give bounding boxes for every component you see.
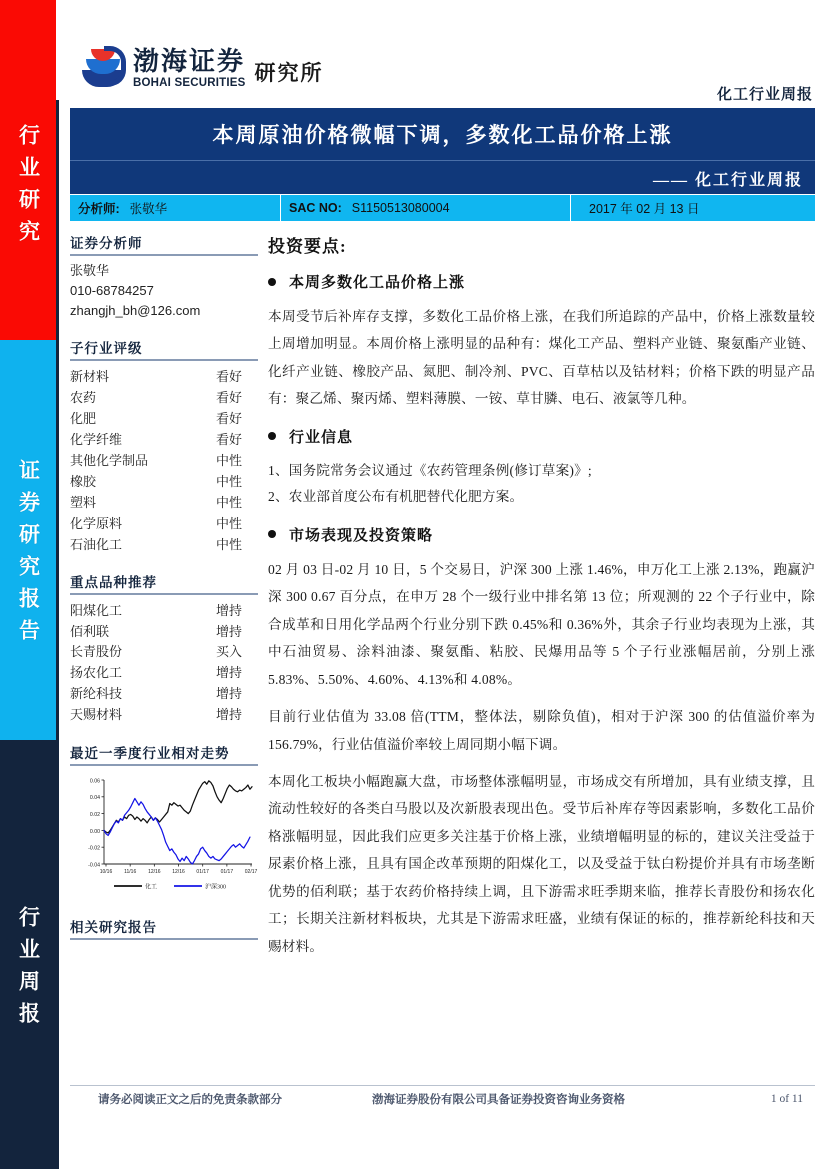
rating-value: 看好 xyxy=(215,431,242,447)
rating-name: 化肥 xyxy=(70,410,97,426)
company-logo xyxy=(80,44,323,90)
svg-text:-0.04: -0.04 xyxy=(88,862,100,869)
rating-value: 看好 xyxy=(215,368,242,384)
bullet-dot-icon xyxy=(268,530,276,538)
svg-text:沪深300: 沪深300 xyxy=(205,884,227,891)
sidebar-related-section xyxy=(70,916,258,940)
svg-text:11/16: 11/16 xyxy=(124,868,137,875)
pick-rating: 增持 xyxy=(215,602,242,618)
sidebar-chart-heading: 最近一季度行业相对走势 xyxy=(70,745,230,761)
logo-wordmark xyxy=(133,48,245,90)
industry-news-item-2: 2、农业部首度公布有机肥替代化肥方案。 xyxy=(268,489,524,505)
rating-name: 其他化学制品 xyxy=(70,452,149,468)
logo-name-cn: 渤海证券 xyxy=(133,47,246,77)
sidebar-chart-section xyxy=(70,742,258,900)
pick-rating: 增持 xyxy=(215,686,242,702)
pick-name: 长青股份 xyxy=(70,644,123,660)
rating-name: 化学原料 xyxy=(70,515,123,531)
analyst-cell xyxy=(70,195,280,221)
sidebar-analyst-section xyxy=(70,232,258,321)
divider xyxy=(70,359,258,361)
page-subtitle: —— 化工行业周报 xyxy=(652,171,803,189)
rating-value: 中性 xyxy=(215,494,242,510)
pick-rating: 增持 xyxy=(215,665,242,681)
analyst-info-bar xyxy=(70,194,815,221)
table-row xyxy=(70,663,258,684)
main-body xyxy=(268,232,815,970)
key-picks-table xyxy=(70,600,258,726)
rating-name: 橡胶 xyxy=(70,473,97,489)
bullet-heading-price-rise xyxy=(268,271,815,292)
rail-divider-gap xyxy=(56,0,59,100)
relative-performance-chart xyxy=(70,772,258,900)
sidebar-analyst-phone: 010-68784257 xyxy=(70,283,154,299)
logo-name-en: BOHAI SECURITIES xyxy=(133,77,246,90)
paragraph-valuation: 目前行业估值为 33.08 倍(TTM，整体法，剔除负值)，相对于沪深 300 的估值溢价率为 156.79%，行业估值溢价率较上周同期小幅下调。 xyxy=(268,709,815,752)
table-row xyxy=(70,450,258,471)
table-row xyxy=(70,471,258,492)
page-title: 本周原油价格微幅下调，多数化工品价格上涨 xyxy=(70,108,815,161)
sac-label: SAC NO: xyxy=(289,201,342,215)
divider xyxy=(70,593,258,595)
sidebar-analyst-name: 张敬华 xyxy=(70,263,110,278)
table-row xyxy=(70,621,258,642)
sidebar-ratings-section xyxy=(70,337,258,555)
sidebar-analyst-email[interactable]: zhangjh_bh@126.com xyxy=(70,303,201,319)
sidebar-ratings-heading: 子行业评级 xyxy=(70,341,143,357)
sub-industry-rating-table xyxy=(70,366,258,555)
bullet-heading-market-strategy xyxy=(268,524,815,545)
bullet-label: 市场表现及投资策略 xyxy=(289,527,434,544)
rating-value: 中性 xyxy=(215,515,242,531)
report-date: 2017 年 02 月 13 日 xyxy=(589,202,700,216)
rail-label-securities-research-report: 证券研究报告 xyxy=(16,459,41,651)
svg-text:化工: 化工 xyxy=(145,884,158,891)
rating-value: 看好 xyxy=(215,389,242,405)
pick-rating: 增持 xyxy=(215,707,242,723)
svg-text:-0.02: -0.02 xyxy=(88,845,100,852)
logo-institute-label: 研究所 xyxy=(254,61,324,85)
divider xyxy=(70,764,258,766)
table-row xyxy=(70,642,258,663)
table-row xyxy=(70,600,258,621)
rating-name: 新材料 xyxy=(70,368,110,384)
rating-name: 塑料 xyxy=(70,494,97,510)
rating-value: 看好 xyxy=(215,410,242,426)
footer-disclaimer: 请务必阅读正文之后的免责条款部分 xyxy=(98,1094,282,1106)
paragraph-strategy: 本周化工板块小幅跑赢大盘，市场整体涨幅明显，市场成交有所增加，具有业绩支撑，且流动性较好的各类白马股以及次新股表现出色。受节后补库存等因素影响，多数化工品价格涨幅明显，因此我们应更多关注基于价格上涨，业绩增幅明显的标的，建议关注受益于尿素价格上涨，且具有国企改革预期的阳煤化工，以及受益于钛白粉提价并具有市场垄断优势的佰利联；基于农药价格持续上调，且下游需求旺季期来临，推荐长青股份和扬农化工；长期关注新材料板块，尤其是下游需求旺盛，业绩有保证的标的，推荐新纶科技和天赐材料。 xyxy=(268,773,815,954)
footer-page-number: 1 of 11 xyxy=(770,1093,803,1105)
left-rail xyxy=(0,0,56,1169)
table-row xyxy=(70,366,258,387)
rating-value: 中性 xyxy=(215,452,242,468)
bullet-dot-icon xyxy=(268,432,276,440)
svg-text:0.06: 0.06 xyxy=(89,778,100,785)
rating-value: 中性 xyxy=(215,473,242,489)
svg-text:01/17: 01/17 xyxy=(220,868,234,875)
rail-segment-industry-research xyxy=(0,0,56,340)
svg-text:02/17: 02/17 xyxy=(244,868,258,875)
pick-rating: 增持 xyxy=(215,623,242,639)
divider xyxy=(70,254,258,256)
sidebar-analyst-heading: 证券分析师 xyxy=(70,236,143,251)
sac-cell xyxy=(280,195,570,221)
paragraph-market-performance: 02 月 03 日-02 月 10 日，5 个交易日，沪深 300 上涨 1.46%，申万化工上涨 2.13%，跑赢沪深 300 0.67 百分点，在申万 28 个一级行业中排名第 13 位；所观测的 22 个子行业中，除合成革和日用化学品两个行业分别下跌 0.45%和 0.36%外，其余子行业均表现为上涨，其中石油贸易、涂料油漆、聚氨酯、粘胶、民爆用品等 5 个子行业涨幅居前，分别上涨 5.83%、5.50%、4.60%、4.13%和 4.08%。 xyxy=(268,561,815,687)
bullet-dot-icon xyxy=(268,278,276,286)
divider xyxy=(70,1085,815,1086)
analyst-name: 张敬华 xyxy=(129,202,168,216)
rail-segment-industry-weekly xyxy=(0,740,56,1169)
relative-performance-chart-svg xyxy=(70,772,258,900)
svg-text:12/16: 12/16 xyxy=(172,868,185,875)
rating-name: 化学纤维 xyxy=(70,431,123,447)
pick-name: 新纶科技 xyxy=(70,686,123,702)
investment-highlights-heading: 投资要点: xyxy=(268,237,347,256)
table-row xyxy=(70,513,258,534)
table-row xyxy=(70,387,258,408)
table-row xyxy=(70,429,258,450)
masthead-report-type-label: 化工行业周报 xyxy=(716,87,813,103)
divider xyxy=(70,938,258,940)
bullet-label: 行业信息 xyxy=(289,429,354,446)
analyst-label: 分析师: xyxy=(78,202,120,216)
pick-name: 扬农化工 xyxy=(70,665,123,681)
table-row xyxy=(70,492,258,513)
svg-text:12/16: 12/16 xyxy=(148,868,161,875)
bullet-label: 本周多数化工品价格上涨 xyxy=(289,275,466,291)
rail-label-industry-weekly: 行业周报 xyxy=(16,905,41,1034)
rating-name: 农药 xyxy=(70,389,97,405)
page-footer xyxy=(70,1085,815,1107)
rating-name: 石油化工 xyxy=(70,536,123,552)
pick-name: 天赐材料 xyxy=(70,707,123,723)
rail-segment-securities-research-report xyxy=(0,340,56,740)
rail-label-industry-research: 行业研究 xyxy=(16,124,41,252)
content-column xyxy=(62,0,827,1169)
rating-value: 中性 xyxy=(215,536,242,552)
pick-name: 佰利联 xyxy=(70,623,110,639)
table-row xyxy=(70,705,258,726)
svg-text:0.00: 0.00 xyxy=(89,828,100,835)
footer-qualification: 渤海证券股份有限公司具备证券投资咨询业务资格 xyxy=(372,1094,625,1106)
svg-text:10/16: 10/16 xyxy=(99,868,113,875)
table-row xyxy=(70,684,258,705)
svg-text:0.02: 0.02 xyxy=(89,811,100,818)
table-row xyxy=(70,534,258,555)
sac-value: S1150513080004 xyxy=(351,201,450,215)
svg-text:0.04: 0.04 xyxy=(89,795,100,802)
date-cell xyxy=(570,195,815,221)
pick-name: 阳煤化工 xyxy=(70,602,123,618)
sidebar xyxy=(70,232,258,956)
pick-rating: 买入 xyxy=(215,644,242,660)
rail-divider xyxy=(56,0,59,1169)
sidebar-related-heading: 相关研究报告 xyxy=(70,919,157,935)
bohai-logo-icon xyxy=(80,44,126,90)
table-row xyxy=(70,408,258,429)
industry-news-item-1: 1、国务院常务会议通过《农药管理条例(修订草案)》; xyxy=(268,462,592,478)
title-block xyxy=(70,108,815,195)
sidebar-picks-heading: 重点品种推荐 xyxy=(70,575,157,591)
svg-text:01/17: 01/17 xyxy=(196,868,209,875)
masthead-report-type xyxy=(717,83,813,104)
sidebar-picks-section xyxy=(70,571,258,726)
bullet-heading-industry-news xyxy=(268,426,815,447)
paragraph-price-rise: 本周受节后补库存支撑，多数化工品价格上涨，在我们所追踪的产品中，价格上涨数量较上周增加明显。本周价格上涨明显的品种有：煤化工产品、塑料产业链、聚氨酯产业链、化纤产业链、橡胶产品、氮肥、制冷剂、PVC、百草枯以及钴材料；价格下跌的明显产品有：聚乙烯、聚丙烯、塑料薄膜、一铵、草甘膦、电石、液氯等几种。 xyxy=(268,309,815,407)
masthead xyxy=(70,44,815,106)
